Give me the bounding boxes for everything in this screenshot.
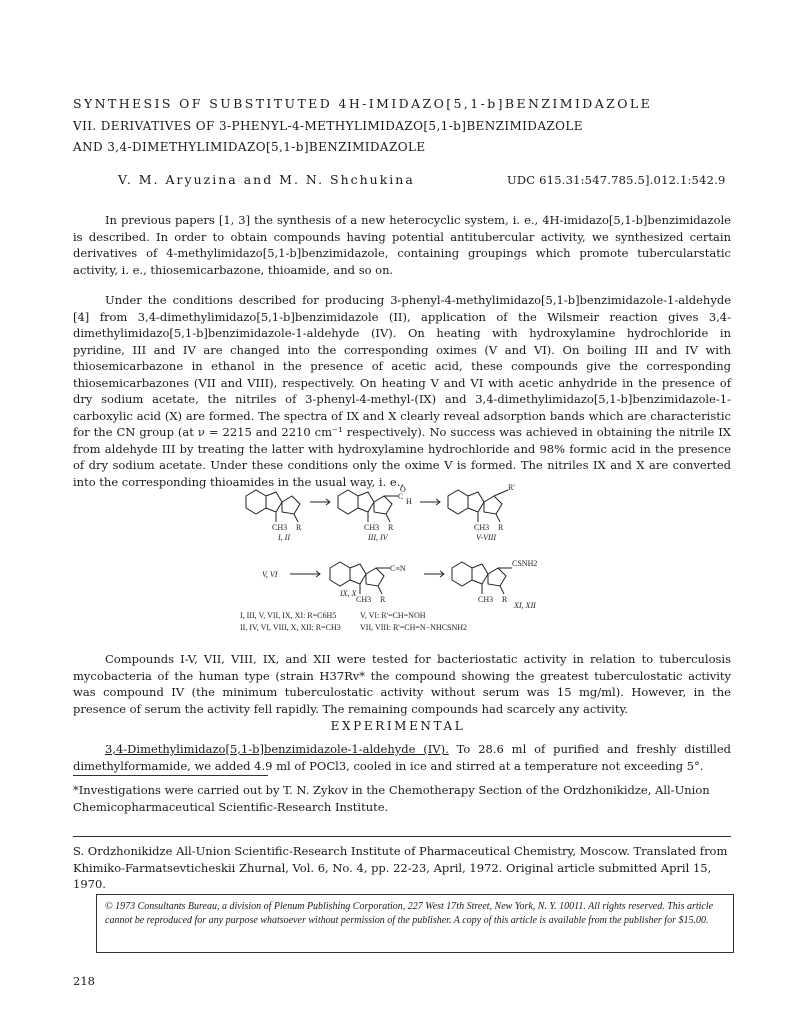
compound-label: V-VIII <box>476 533 496 542</box>
paragraph-text: Under the conditions described for producing 3-phenyl-4-methylimidazo[5,1-b]benzimidazole-1-aldehyde [4] from 3,4-dimethylimidazo[5,1-b]benzimidazole (II), application of the Wilsmeir reaction gives 3,4-dimethylimidazo[5,1-b]benzimidazole-1-aldehyde (IV). On heating with hydroxylamine hydrochloride in pyridine, III and IV are changed into the corresponding oximes (V and VI). On boiling III and IV with thiosemicarbazone in ethanol in the presence of acetic acid, these compounds give the corresponding thiosemicarbazones (VII and VIII), respectively. On heating V and VI with acetic anhydride in the presence of dry sodium acetate, the nitriles of 3-phenyl-4-methyl-(IX) and 3,4-dimethylimidazo[5,1-b]benzimidazole-1-carboxylic acid (X) are formed. The spectra of IX and X clearly reveal adsorption bands which are characteristic for the CN group (at ν = 2215 and 2210 cm⁻¹ respectively). No success was achieved in obtaining the nitrile IX from aldehyde III by treating the latter with hydroxylamine hydrochloride and 98% formic acid in the presence of dry sodium acetate. Under these conditions only the oxime V is formed. The nitriles IX and X are converted into the corresponding thioamides in the usual way, i. e., <box>73 293 731 489</box>
imidazole-ring <box>266 492 282 512</box>
legend-line: I, III, V, VII, IX, XI: R=C6H5 <box>240 611 337 620</box>
imidazole-ring <box>358 492 374 512</box>
legend-line: V, VI: R'=CH=NOH <box>360 611 426 620</box>
imidazole-ring <box>484 496 502 514</box>
aldehyde-c: C <box>398 492 404 501</box>
rprime-label: R' <box>508 483 515 492</box>
copyright-box: © 1973 Consultants Bureau, a division of Plenum Publishing Corporation, 227 West 17th Street, New York, N. Y. 10011. All rights reserved. This article cannot be reproduced for any purpose whatsoever without permission of the publisher. A copy of this article is available from the publisher for $15.00. <box>96 894 734 953</box>
footnote: *Investigations were carried out by T. N. Zykov in the Chemotherapy Section of the Ordzhonikidze, All-Union Chemicopharmaceutical Scientific-Research Institute. <box>73 783 710 814</box>
compound-label: III, IV <box>368 533 388 542</box>
aldehyde-h: H <box>406 497 412 506</box>
r-label: R <box>296 523 302 532</box>
title-line-3: AND 3,4-DIMETHYLIMIDAZO[5,1-b]BENZIMIDAZOLE <box>73 140 426 154</box>
intro-paragraph <box>73 212 731 278</box>
imidazole-ring <box>366 568 384 586</box>
page-number: 218 <box>73 974 95 988</box>
r-label: R <box>502 595 508 604</box>
benzene-ring <box>338 490 358 514</box>
affiliation: S. Ordzhonikidze All-Union Scientific-Research Institute of Pharmaceutical Chemistry, Moscow. Translated from Khimiko-Farmatsevticheskii Zhurnal, Vol. 6, No. 4, pp. 22-23, April, 1972. Original article submitted April 15, 1970. <box>73 844 728 891</box>
footnote-rule <box>73 775 268 776</box>
paragraph-text <box>73 741 731 774</box>
paragraph-text: In previous papers [1, 3] the synthesis of a new heterocyclic system, i. e., 4H-imidazo[5,1-b]benzimidazole is described. In order to obtain compounds having potential antitubercular activity, we synthesized certain derivatives of 4-methylimidazo[5,1-b]benzimidazole, containing groupings which promote tubercularstatic activity, i. e., thiosemicarbazone, thioamide, and so on. <box>73 213 731 277</box>
aldehyde-o: O <box>400 485 406 494</box>
r-label: R <box>380 595 386 604</box>
r-label: R <box>498 523 504 532</box>
nitrile-label: C≡N <box>390 564 406 573</box>
r-label: R <box>388 523 394 532</box>
title-line-1: SYNTHESIS OF SUBSTITUTED 4H-IMIDAZO[5,1-b]BENZIMIDAZOLE <box>73 96 653 111</box>
ch3-label: CH3 <box>478 595 494 604</box>
compound-label: IX, X <box>340 589 357 598</box>
reaction-scheme <box>240 482 580 642</box>
authors: V. M. Aryuzina and M. N. Shchukina <box>118 172 415 187</box>
synthesis-paragraph <box>73 292 731 490</box>
legend-line: VII, VIII: R'=CH=N−NHCSNH2 <box>360 623 468 632</box>
benzene-ring <box>246 490 266 514</box>
imidazole-ring <box>472 564 488 584</box>
udc-code: UDC 615.31:547.785.5].012.1:542.9 <box>507 173 726 187</box>
paragraph-text: Compounds I-V, VII, VIII, IX, and XII were tested for bacteriostatic activity in relation to tuberculosis mycobacteria of the human type (strain H37Rv* the compound showing the greatest tuberculostatic activity was compound IV (the minimum tuberculostatic activity without serum was 15 mg/ml). However, in the presence of serum the activity fell rapidly. The remaining compounds had scarcely any activity. <box>73 652 731 716</box>
benzene-ring <box>330 562 350 586</box>
title-line-2: VII. DERIVATIVES OF 3-PHENYL-4-METHYLIMIDAZO[5,1-b]BENZIMIDAZOLE <box>73 119 583 133</box>
imidazole-ring <box>488 568 506 586</box>
ch3-label: CH3 <box>364 523 380 532</box>
experimental-paragraph <box>73 741 731 774</box>
compound-label: V, VI <box>262 570 278 579</box>
procedure-title: 3,4-Dimethylimidazo[5,1-b]benzimidazole-1-aldehyde (IV). <box>105 742 449 756</box>
ch3-label: CH3 <box>356 595 372 604</box>
activity-paragraph <box>73 651 731 717</box>
benzene-ring <box>452 562 472 586</box>
benzene-ring <box>448 490 468 514</box>
ch3-label: CH3 <box>272 523 288 532</box>
imidazole-ring <box>468 492 484 512</box>
compound-label: XI, XII <box>514 601 536 610</box>
legend-line: II, IV, VI, VIII, X, XII: R=CH3 <box>240 623 341 632</box>
affiliation-rule <box>73 836 731 837</box>
imidazole-ring <box>350 564 366 584</box>
thioamide-label: CSNH2 <box>512 559 538 568</box>
experimental-heading: EXPERIMENTAL <box>330 719 466 733</box>
compound-label: I, II <box>278 533 290 542</box>
imidazole-ring <box>282 496 300 514</box>
imidazole-ring <box>374 496 392 514</box>
ch3-label: CH3 <box>474 523 490 532</box>
procedure-text: To 28.6 ml of purified and freshly distilled dimethylformamide, we added 4.9 ml of POCl3, cooled in ice and stirred at a temperature not exceeding 5°. <box>73 742 731 773</box>
